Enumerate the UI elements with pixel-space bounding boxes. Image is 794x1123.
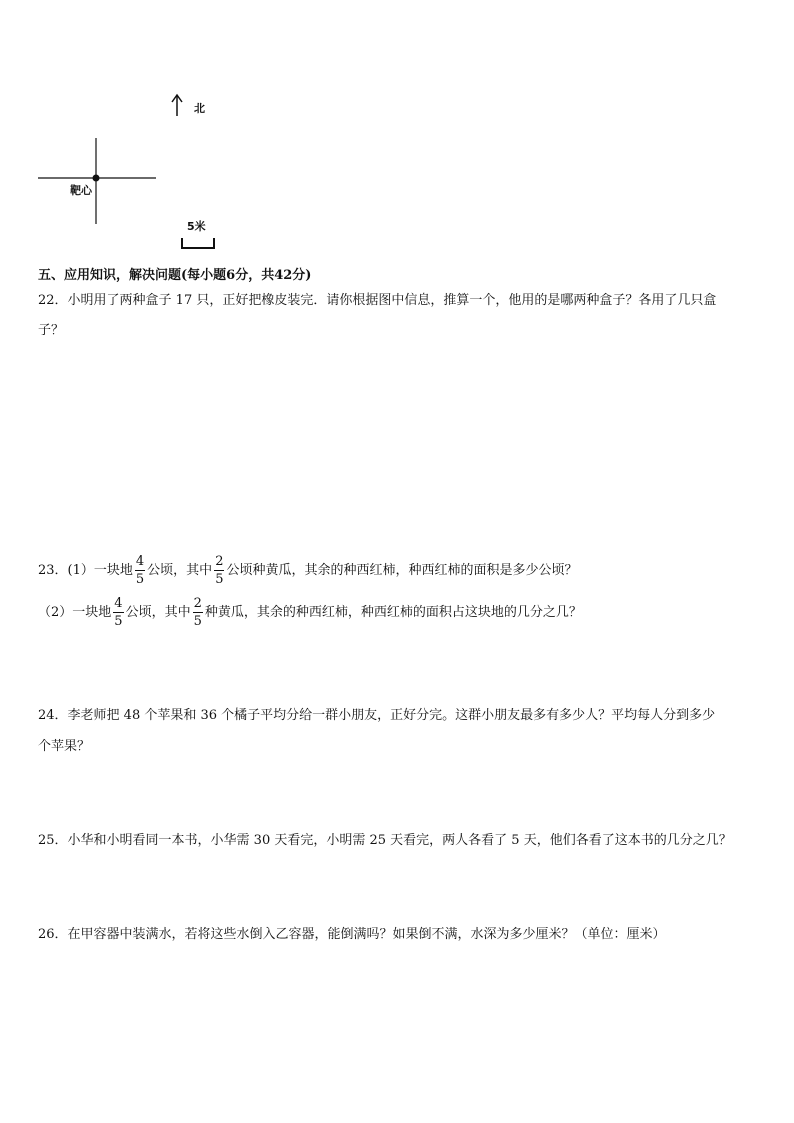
fraction-numerator: 4 <box>114 596 123 611</box>
fraction-two-fifths <box>193 597 203 628</box>
fraction-numerator: 4 <box>135 554 145 569</box>
target-center-dot <box>93 175 100 182</box>
scale-bar <box>182 238 214 248</box>
question-23-part-2 <box>38 597 582 628</box>
question-25-line-1: 25．小华和小明看同一本书，小华需 30 天看完，小明需 25 天看完，两人各看了 5 天，他们各看了这本书的几分之几？ <box>38 833 732 848</box>
question-23-part-1-text-b: 公顷，其中 <box>147 563 213 578</box>
fraction-numerator: 2 <box>215 554 224 569</box>
fraction-numerator: 2 <box>193 596 202 611</box>
scale-label: 5米 <box>187 220 206 233</box>
question-22-line-1: 22．小明用了两种盒子 17 只，正好把橡皮装完．请你根据图中信息，推算一个，他用的是哪两种盒子？各用了几只盒 <box>38 293 717 308</box>
question-24-line-1: 24．李老师把 48 个苹果和 36 个橘子平均分给一群小朋友，正好分完。这群小朋友最多有多少人？平均每人分到多少 <box>38 708 716 723</box>
question-23-part-1-text-c: 公顷种黄瓜，其余的种西红柿，种西红柿的面积是多少公顷？ <box>226 563 578 578</box>
fraction-denominator: 5 <box>193 614 202 629</box>
question-23-part-1-text-a: 23．(1）一块地 <box>38 563 133 578</box>
fraction-denominator: 5 <box>215 572 224 587</box>
fraction-denominator: 5 <box>114 614 123 629</box>
fraction-four-fifths <box>135 555 145 586</box>
target-center-label: 靶心 <box>70 184 92 197</box>
fraction-two-fifths <box>214 555 224 586</box>
question-23-part-1 <box>38 555 577 586</box>
fraction-four-fifths <box>113 597 123 628</box>
target-diagram <box>30 88 230 260</box>
question-26-line-1: 26．在甲容器中装满水，若将这些水倒入乙容器，能倒满吗？如果倒不满，水深为多少厘米？（单位：厘米） <box>38 927 666 942</box>
question-23-part-2-text-a: （2）一块地 <box>38 605 112 620</box>
section-heading: 五、应用知识，解决问题(每小题6分，共42分) <box>38 268 312 283</box>
question-24-line-2: 个苹果？ <box>38 739 91 754</box>
question-22-line-2: 子？ <box>38 323 65 338</box>
question-23-part-2-text-b: 公顷，其中 <box>125 605 191 620</box>
fraction-denominator: 5 <box>135 572 145 587</box>
question-23-part-2-text-c: 种黄瓜，其余的种西红柿，种西红柿的面积占这块地的几分之几？ <box>204 605 582 620</box>
north-label: 北 <box>194 102 205 115</box>
